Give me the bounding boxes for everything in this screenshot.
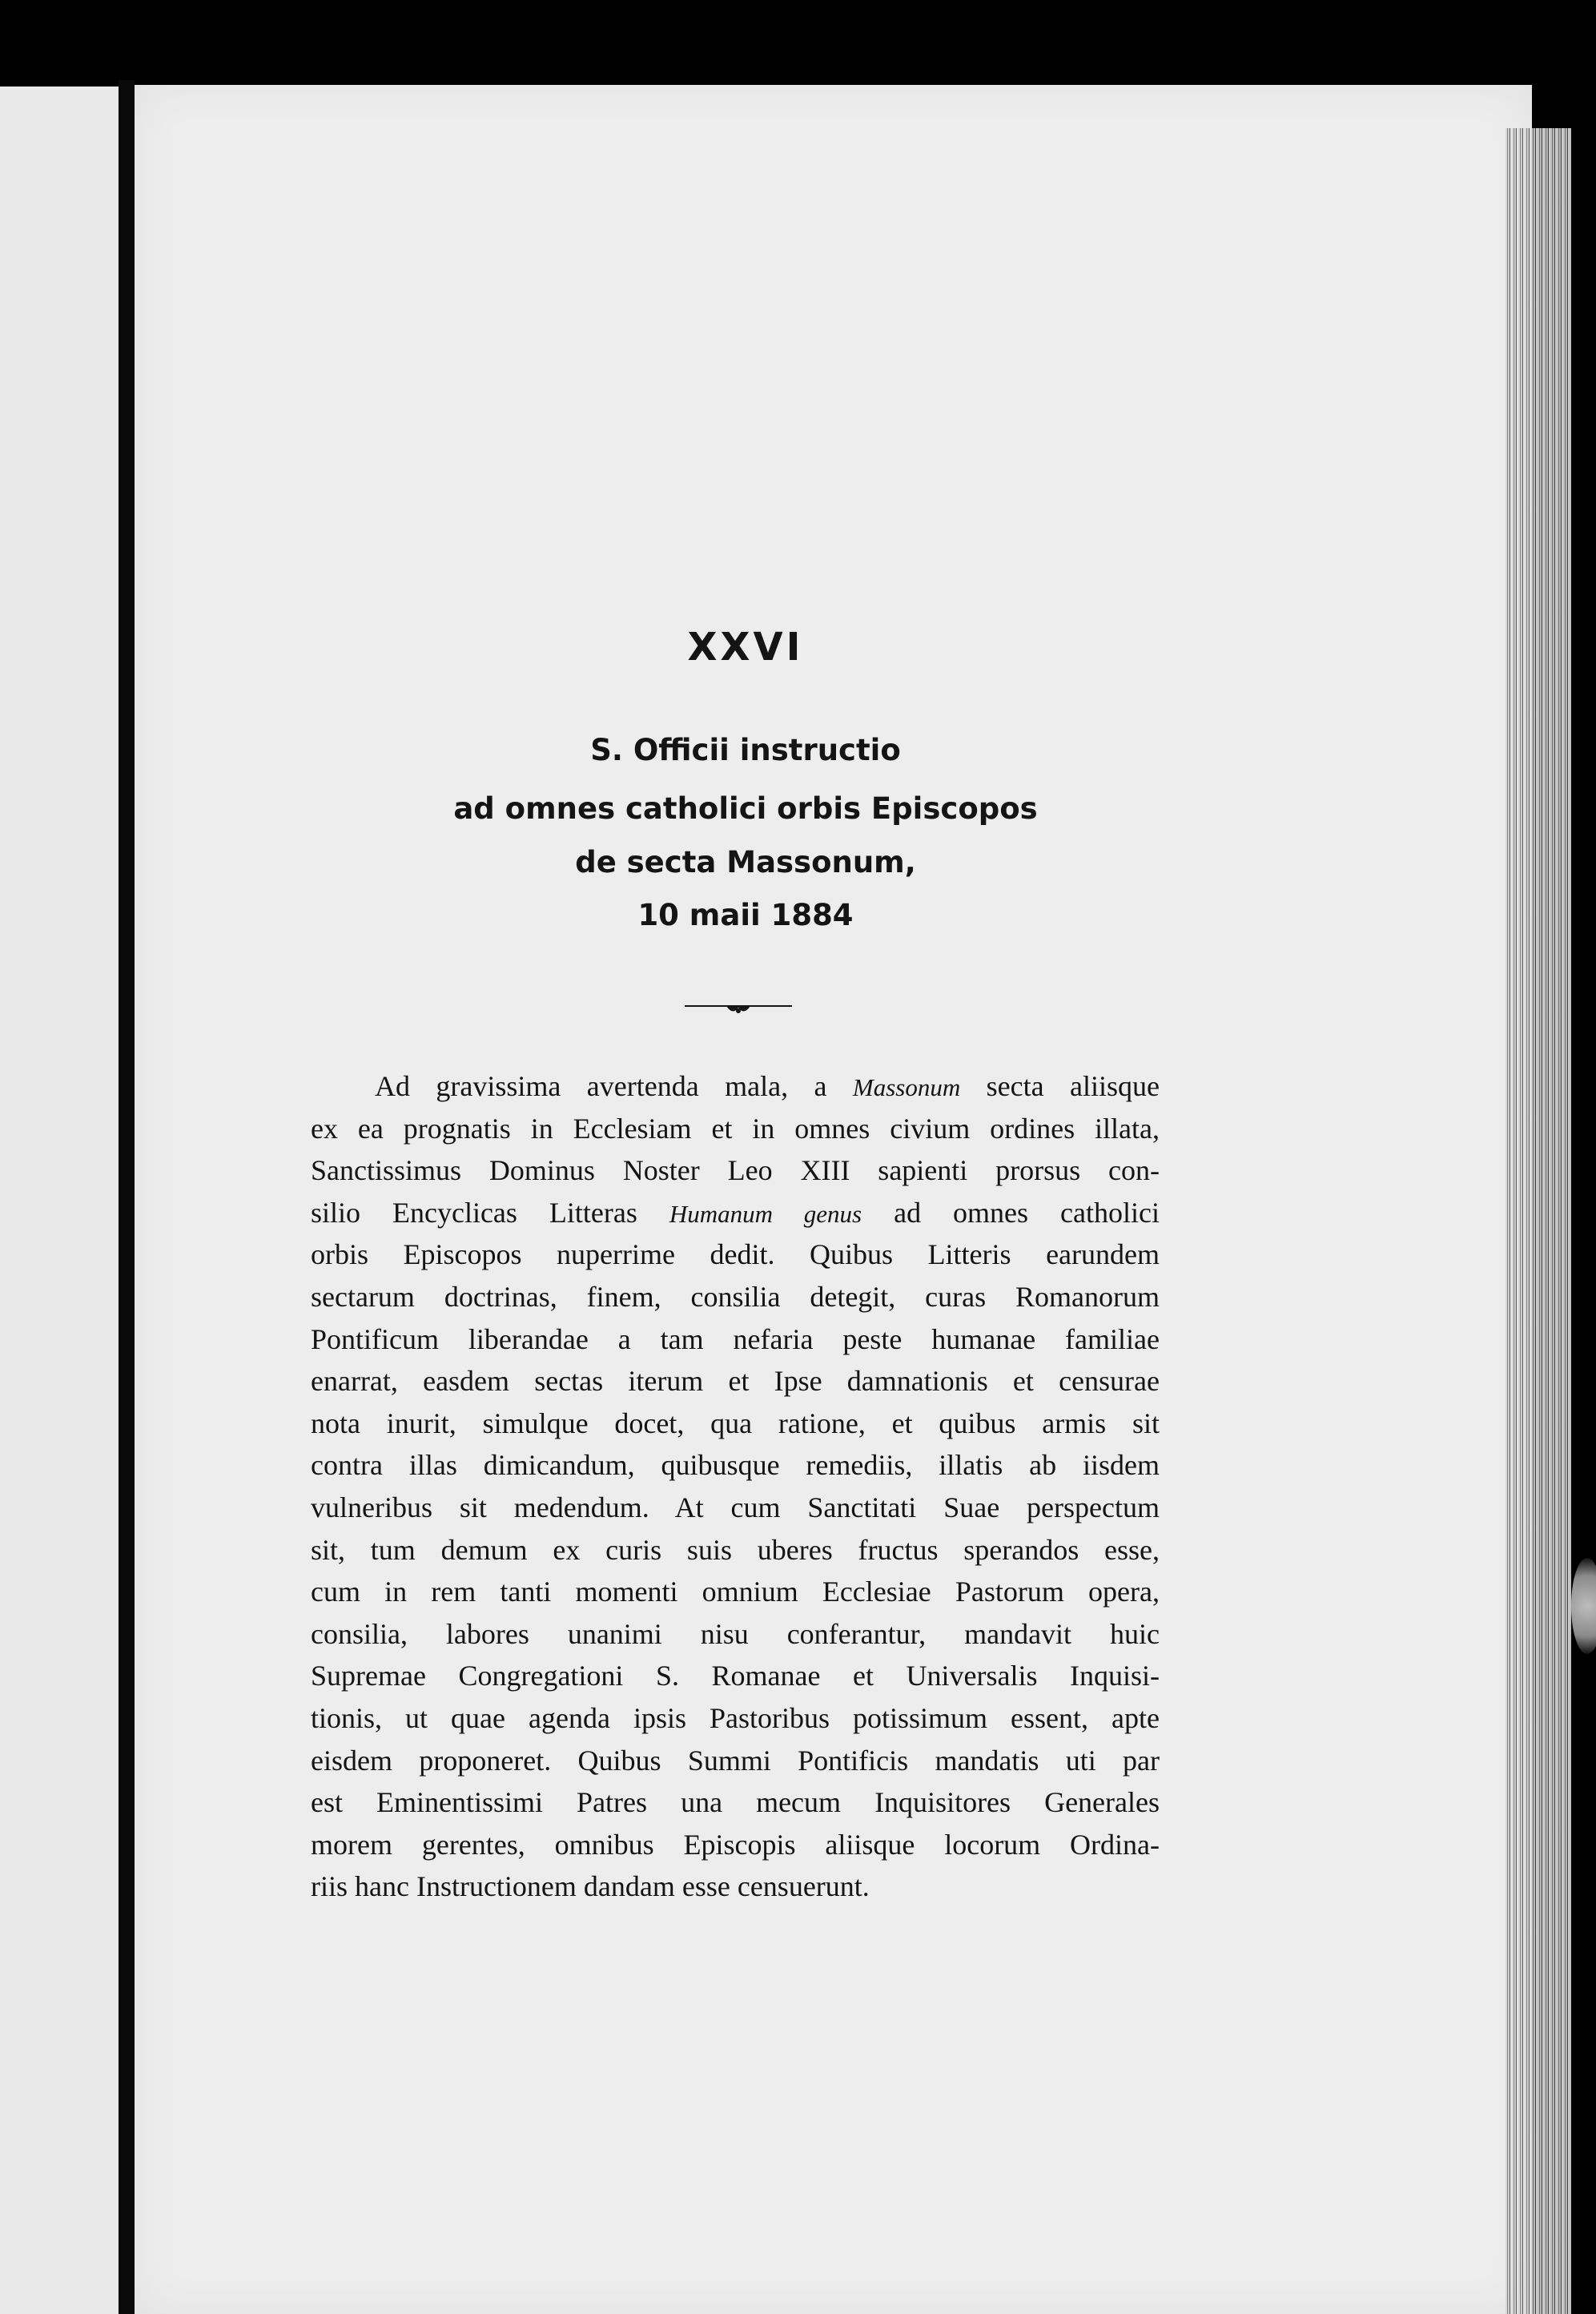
thumb-shadow [1571,1558,1596,1654]
text-line: est Eminentissimi Patres una mecum Inquisitores Generales [311,1786,1160,1819]
text-line: ex ea prognatis in Ecclesiam et in omnes civium ordines illata, [311,1112,1160,1145]
text-line: morem gerentes, omnibus Episcopis aliisque locorum Ordina- [311,1828,1160,1861]
text-line: silio Encyclicas Litteras Humanum genus ad omnes catholici [311,1196,1160,1229]
text-line: sit, tum demum ex curis suis uberes fructus sperandos esse, [311,1533,1160,1566]
text-line: Ad gravissima avertenda mala, a Massonum secta aliisque [375,1070,1160,1102]
text-line: riis hanc Instructionem dandam esse censuerunt. [311,1870,870,1903]
book-gutter [119,80,135,2314]
text-line: Supremae Congregationi S. Romanae et Universalis Inquisi- [311,1660,1160,1692]
chapter-number: XXVI [687,625,804,670]
text-line: eisdem proponeret. Quibus Summi Pontificis mandatis uti par [311,1744,1160,1777]
text-line: enarrat, easdem sectas iterum et Ipse damnationis et censurae [311,1365,1160,1398]
ornamental-rule-icon [685,1000,792,1017]
text-line: contra illas dimicandum, quibusque remediis, illatis ab iisdem [311,1449,1160,1482]
text-line: Sanctissimus Dominus Noster Leo XIII sapienti prorsus con- [311,1154,1160,1187]
text-line: Pontificum liberandae a tam nefaria peste humanae familiae [311,1322,1160,1355]
heading-line: S. Officii instructio [590,733,901,767]
left-page-edge [0,87,119,2314]
text-line: orbis Episcopos nuperrime dedit. Quibus Litteris earundem [311,1238,1160,1271]
heading-line: de secta Massonum, [575,845,916,879]
text-line: vulneribus sit medendum. At cum Sanctitati Suae perspectum [311,1491,1160,1523]
text-line: sectarum doctrinas, finem, consilia detegit, curas Romanorum [311,1280,1160,1313]
body-paragraph [311,1065,1160,1908]
text-line: cum in rem tanti momenti omnium Ecclesiae Pastorum opera, [311,1576,1160,1608]
heading-line: 10 maii 1884 [637,898,854,932]
heading-line: ad omnes catholici orbis Episcopos [453,791,1038,826]
page-stack-edges [1506,128,1571,2314]
text-line: tionis, ut quae agenda ipsis Pastoribus potissimum essent, apte [311,1701,1160,1734]
text-line: nota inurit, simulque docet, qua ratione, et quibus armis sit [311,1407,1160,1439]
text-line: consilia, labores unanimi nisu conferantur, mandavit huic [311,1617,1160,1650]
